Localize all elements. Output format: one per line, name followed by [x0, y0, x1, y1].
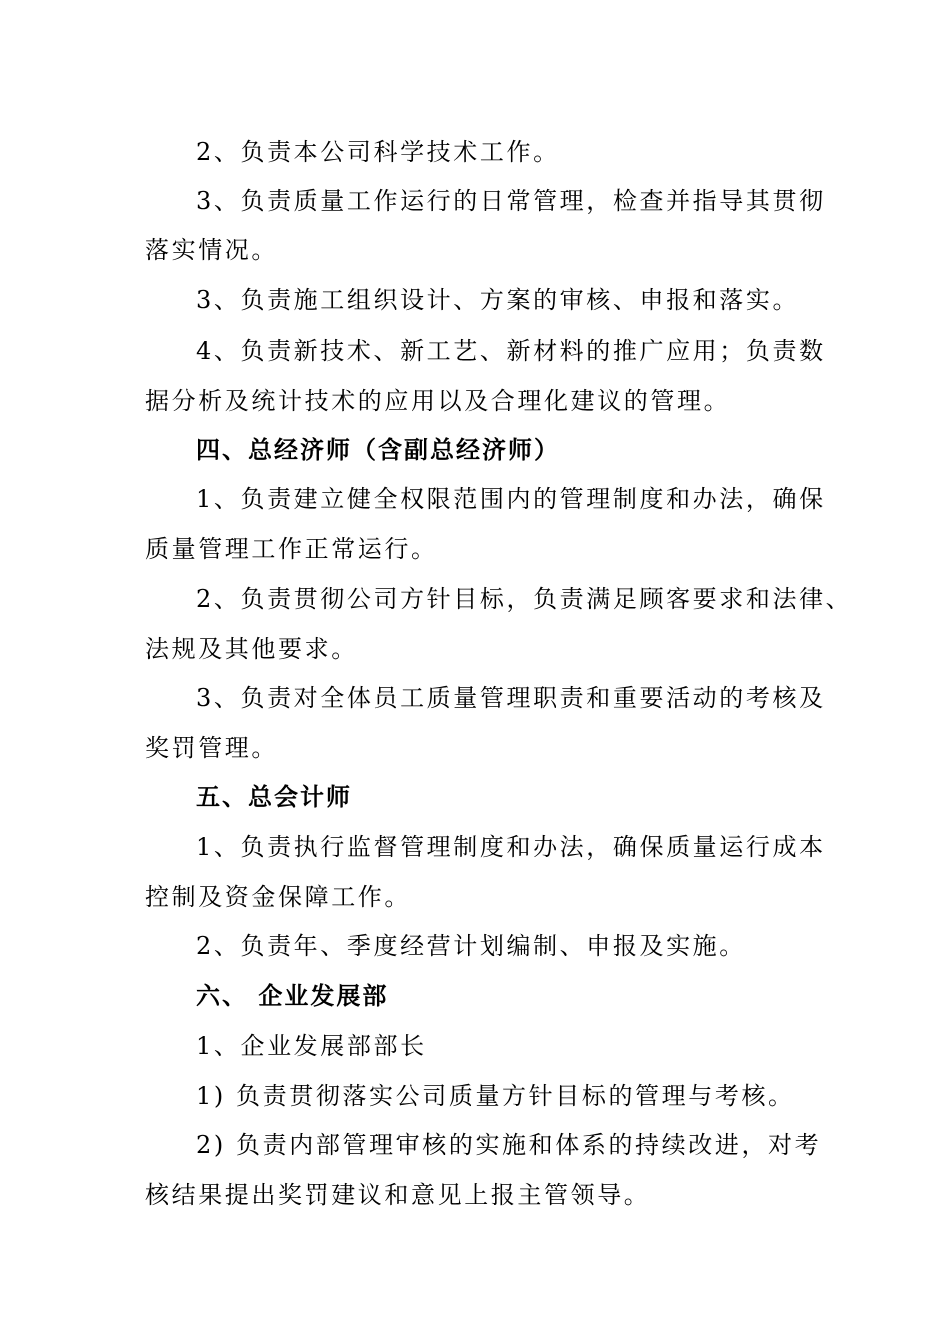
paragraph-line: 据分析及统计技术的应用以及合理化建议的管理。: [145, 387, 731, 415]
paragraph-line: 3、负责质量工作运行的日常管理，检查并指导其贯彻: [196, 187, 826, 215]
paragraph-line: 奖罚管理。: [145, 734, 278, 762]
section-heading: 四、总经济师（含副总经济师）: [196, 436, 560, 464]
section-heading: 五、总会计师: [196, 783, 352, 811]
paragraph-line: 质量管理工作正常运行。: [145, 535, 438, 563]
paragraph-line: 2、负责贯彻公司方针目标，负责满足顾客要求和法律、: [196, 585, 853, 613]
paragraph-line: 2) 负责内部管理审核的实施和体系的持续改进，对考: [196, 1131, 822, 1159]
paragraph-line: 法规及其他要求。: [145, 635, 358, 663]
paragraph-line: 控制及资金保障工作。: [145, 883, 411, 911]
paragraph-line: 2、负责年、季度经营计划编制、申报及实施。: [196, 932, 746, 960]
paragraph-line: 2、负责本公司科学技术工作。: [196, 138, 560, 166]
paragraph-line: 1、企业发展部部长: [196, 1032, 427, 1060]
paragraph-line: 1、负责执行监督管理制度和办法，确保质量运行成本: [196, 833, 826, 861]
paragraph-line: 落实情况。: [145, 236, 278, 264]
paragraph-line: 4、负责新技术、新工艺、新材料的推广应用；负责数: [196, 337, 826, 365]
section-heading: 六、 企业发展部: [196, 982, 389, 1010]
paragraph-line: 3、负责施工组织设计、方案的审核、申报和落实。: [196, 286, 800, 314]
paragraph-line: 1) 负责贯彻落实公司质量方针目标的管理与考核。: [196, 1082, 795, 1110]
paragraph-line: 1、负责建立健全权限范围内的管理制度和办法，确保: [196, 485, 826, 513]
paragraph-line: 核结果提出奖罚建议和意见上报主管领导。: [145, 1181, 651, 1209]
paragraph-line: 3、负责对全体员工质量管理职责和重要活动的考核及: [196, 684, 826, 712]
